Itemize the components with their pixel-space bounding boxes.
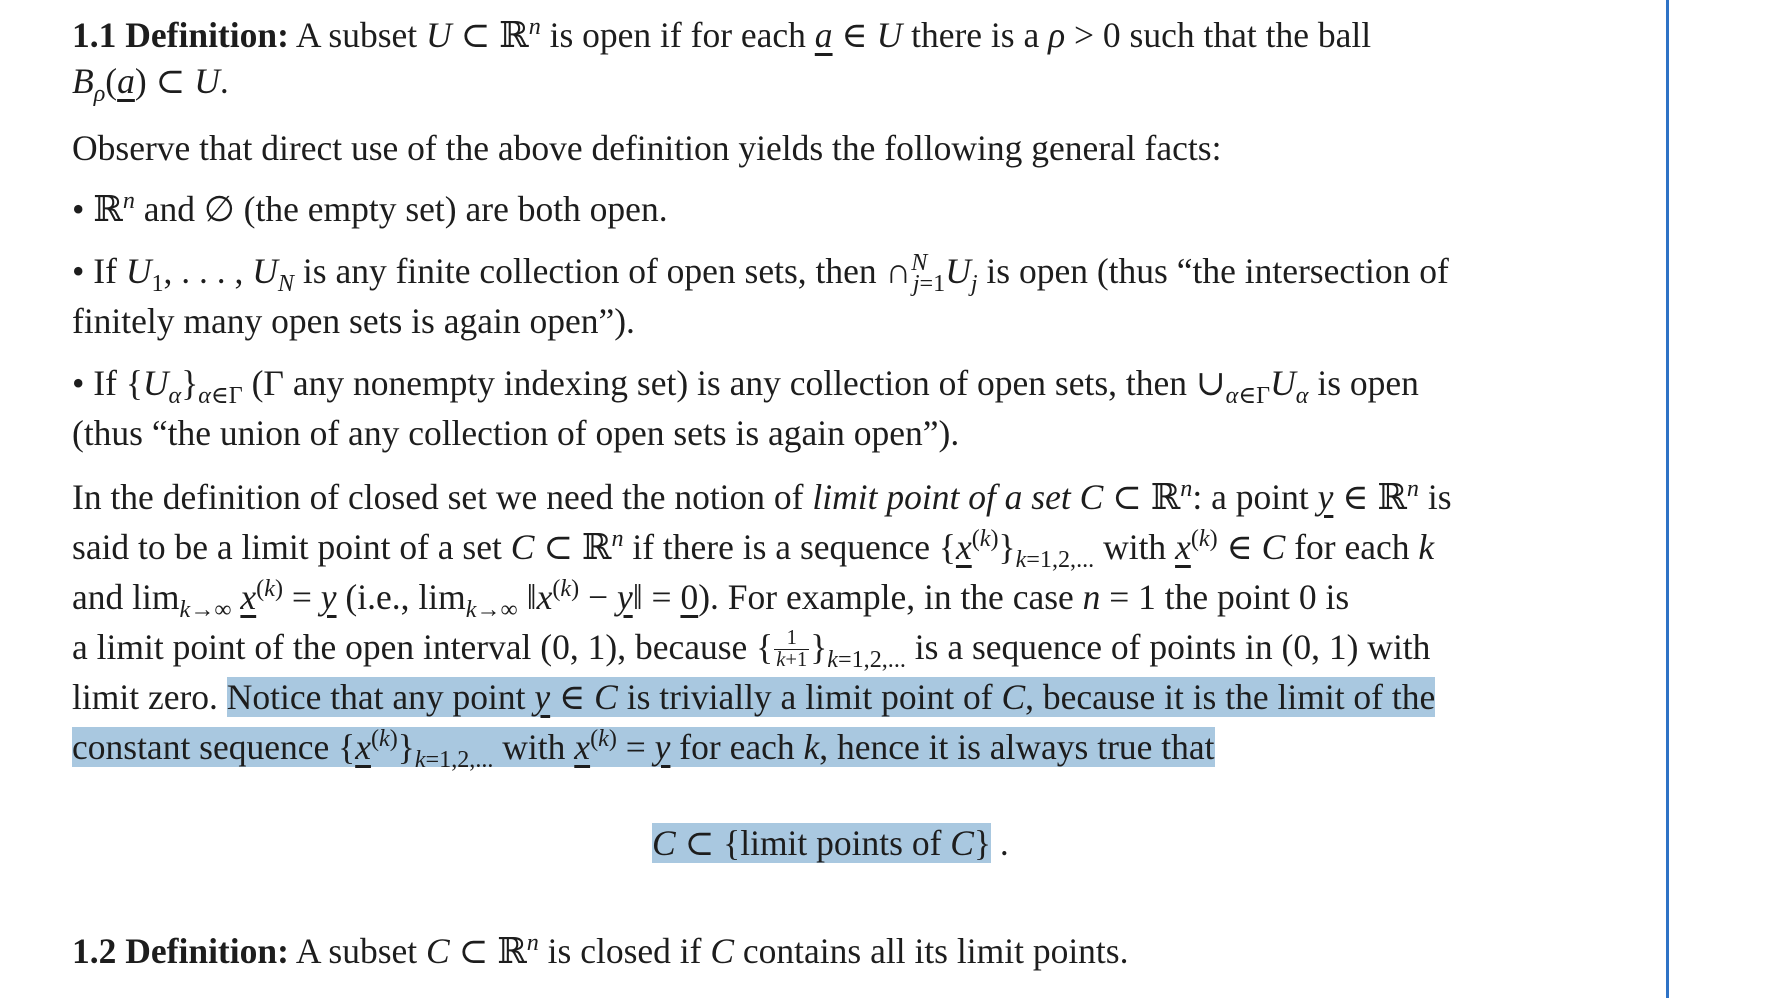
fact-2-line2: finitely many open sets is again open”). <box>72 301 635 341</box>
fact-3-line1: • If $\{U_\alpha\}_{\alpha\in\Gamma}$ (Γ any nonempty indexing set) is any collection of open sets, then $\cup_{\alpha\in\Gamma}U_\alpha$ is open <box>72 363 1419 410</box>
highlighted-text-2[interactable]: constant sequence $\{x^{(k)}\}_{k=1,2,...}$ with $x^{(k)} = y$ for each k, hence it is always true that <box>72 725 1215 774</box>
fact-3-line2: (thus “the union of any collection of open sets is again open”). <box>72 413 960 453</box>
margin-rule <box>1666 0 1669 998</box>
display-formula <box>652 820 1009 866</box>
highlighted-text-1[interactable]: Notice that any point y ∈ C is trivially a limit point of C, because it is the limit of the <box>226 677 1436 717</box>
fact-2-line1: • If $U_1$, . . . , $U_N$ is any finite collection of open sets, then $\cap^N_{j=1}U_j$ is open (thus “the intersection of <box>72 249 1449 298</box>
limit-para-line4: a limit point of the open interval (0, 1), because { $\frac{1}{k+1}$ }$_{k=1,2,...}$ is a sequence of points in (0, 1) with <box>72 626 1431 674</box>
observe-text: Observe that direct use of the above definition yields the following general facts: <box>72 128 1222 168</box>
def11-line1: 1.1 Definition: A subset U ⊂ ℝ$^n$ is open if for each a ∈ U there is a ρ > 0 such that the ball <box>72 13 1372 55</box>
fact-1: • ℝ$^n$ and ∅ (the empty set) are both open. <box>72 187 668 229</box>
formula-period: . <box>999 823 1009 863</box>
def12-line: 1.2 Definition: A subset C ⊂ ℝ$^n$ is closed if C contains all its limit points. <box>72 929 1129 971</box>
limit-para-line1: In the definition of closed set we need the notion of limit point of a set C ⊂ ℝ$^n$: a point y ∈ ℝ$^n$ is <box>72 475 1452 517</box>
def11-label: 1.1 Definition: <box>72 15 289 55</box>
limit-para-line2: said to be a limit point of a set C ⊂ ℝ$^n$ if there is a sequence $\{x^{(k)}\}_{k=1,2,...}$ with $x^{(k)}$ ∈ C for each k <box>72 525 1435 574</box>
limit-para-line6 <box>72 724 1215 774</box>
highlighted-formula[interactable]: C ⊂ {limit points of C} <box>652 823 992 863</box>
limit-para-line3: and $\lim_{k\to\infty} x^{(k)} = y$ (i.e., $\lim_{k\to\infty}$ $‖x^{(k)}$ − y‖ = 0). For example, in the case n = 1 the point 0 is <box>72 575 1350 624</box>
limit-para-line5: limit zero. Notice that any point y ∈ C is trivially a limit point of C, because it is the limit of the <box>72 677 1436 717</box>
def11-line2: $B_\rho(a)$ ⊂ U. <box>72 61 229 108</box>
def12-label: 1.2 Definition: <box>72 931 289 971</box>
